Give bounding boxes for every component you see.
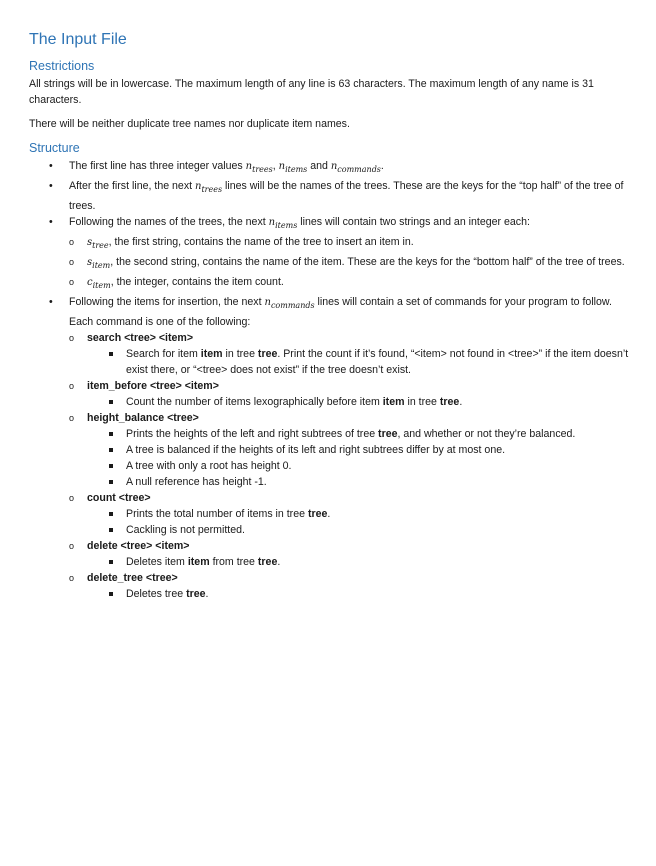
restrictions-heading: Restrictions <box>29 59 95 73</box>
list-item: o $s_{tree}$, the first string, contains the name of the tree to insert an item in. <box>69 236 414 250</box>
restrictions-para-1: All strings will be in lowercase. The maximum length of any line is 63 characters. The maximum length of any name is 31 characters. <box>29 78 594 106</box>
list-item: A tree is balanced if the heights of its left and right subtrees differ by at most one. <box>107 442 629 458</box>
list-item: Cackling is not permitted. <box>107 522 629 538</box>
list-item: A null reference has height -1. <box>107 474 629 490</box>
list-item: • Following the names of the trees, the next $n_{items}$ lines will contain two strings and an integer each: <box>49 216 530 230</box>
structure-list-cont <box>29 294 629 330</box>
list-item: • The first line has three integer values $n_{trees}$, $n_{items}$ and $n_{commands}$. <box>49 160 384 174</box>
list-item: • After the first line, the next $n_{trees}$ lines will be the names of the trees. These are the keys for the “top half” of the tree of trees. <box>49 180 624 212</box>
item-fields-list <box>67 234 629 294</box>
list-item: Prints the total number of items in tree tree. <box>107 506 629 522</box>
command-height-balance: o height_balance <tree> Prints the heights of the left and right subtrees of tree tree, and whether or not they’re balanced. A tree is balanced if the heights of its left and right subtrees differ by at most one. A tree with only a root has height 0. A null reference has height -1. <box>69 410 629 490</box>
list-item: o $s_{item}$, the second string, contains the name of the item. These are the keys for the “bottom half” of the tree of trees. <box>69 256 625 270</box>
list-item: Deletes item item from tree tree. <box>107 554 629 570</box>
command-delete: o delete <tree> <item> Deletes item item from tree tree. <box>69 538 629 570</box>
list-item: Deletes tree tree. <box>107 586 629 602</box>
restrictions-para-2: There will be neither duplicate tree names nor duplicate item names. <box>29 118 350 130</box>
list-item: A tree with only a root has height 0. <box>107 458 629 474</box>
list-item: Prints the heights of the left and right subtrees of tree tree, and whether or not they’re balanced. <box>107 426 629 442</box>
structure-list <box>29 158 629 234</box>
list-item: Search for item item in tree tree. Print the count if it’s found, “<item> not found in <tree>” if the item doesn’t exist there, or “<tree> does not exist” if the tree doesn’t exist. <box>107 346 629 378</box>
command-count: o count <tree> Prints the total number of items in tree tree. Cackling is not permitted. <box>69 490 629 538</box>
document-page <box>29 30 629 602</box>
list-item: Count the number of items lexographically before item item in tree tree. <box>107 394 629 410</box>
command-item-before: o item_before <tree> <item> Count the number of items lexographically before item item in tree tree. <box>69 378 629 410</box>
command-search: o search <tree> <item> Search for item item in tree tree. Print the count if it’s found, “<item> not found in <tree>” if the item doesn’t exist there, or “<tree> does not exist” if the tree doesn’t exist. <box>69 332 629 376</box>
commands-list <box>67 330 629 602</box>
page-title: The Input File <box>29 31 127 48</box>
list-item: • Following the items for insertion, the next $n_{commands}$ lines will contain a set of commands for your program to follow. Each command is one of the following: <box>49 296 612 328</box>
command-delete-tree: o delete_tree <tree> Deletes tree tree. <box>69 570 629 602</box>
list-item: o $c_{item}$, the integer, contains the item count. <box>69 276 284 290</box>
structure-heading: Structure <box>29 141 80 155</box>
